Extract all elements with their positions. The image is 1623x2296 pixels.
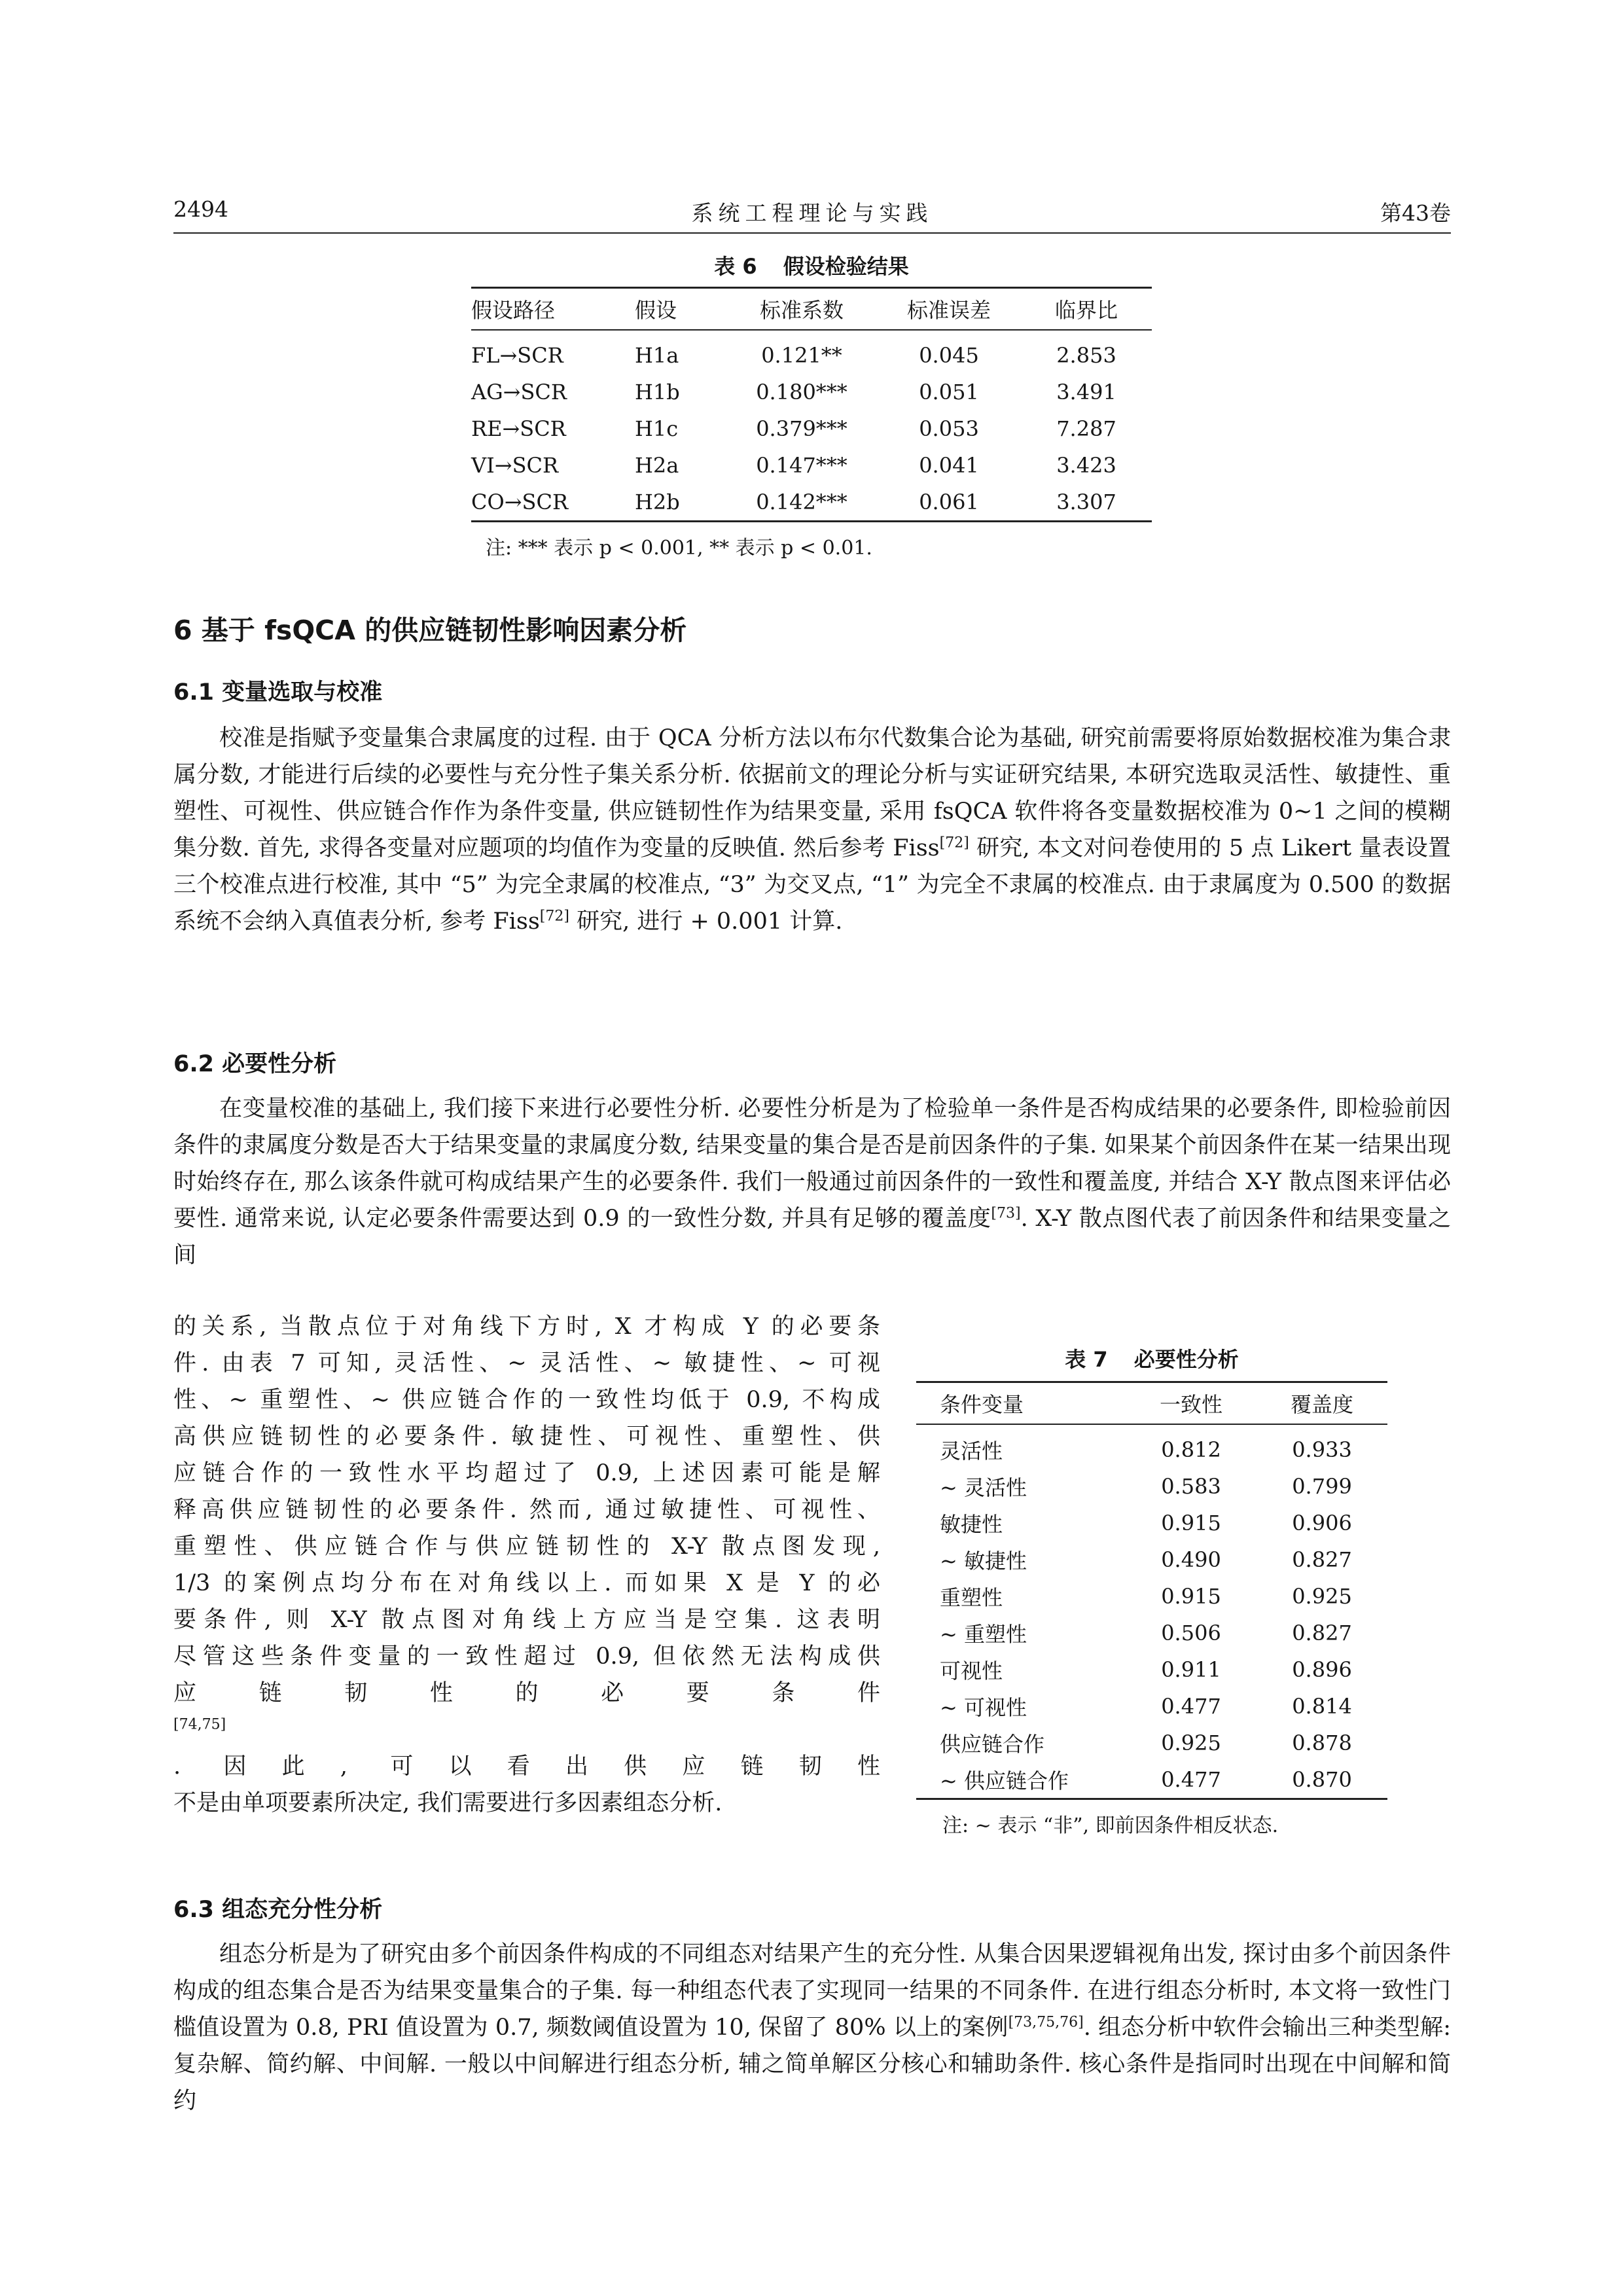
wrapped-paragraph: [173, 1308, 880, 1821]
paragraph-text: 校准是指赋予变量集合隶属度的过程. 由于 QCA 分析方法以布尔代数集合论为基础, 研究前需要将原始数据校准为集合隶属分数, 才能进行后续的必要性与充分性子集关系分析. 依据前文的理论分析与实证研究结果, 本研究选取灵活性、敏捷性、重塑性、可视性、供应链合作作为条件变量, 供应链韧性作为结果变量, 采用 fsQCA 软件将各变量数据校准为 0~1 之间的模糊集分数. 首先, 求得各变量对应题项的均值作为变量的反映值. 然后参考 Fiss: [173, 725, 1451, 861]
table-6-label: 表 6: [714, 254, 757, 279]
table-cell: 0.915: [1161, 1511, 1221, 1535]
table-7-grid: [916, 1381, 1387, 1800]
text-line: 高供应链韧性的必要条件. 敏捷性、可视性、重塑性、供: [173, 1424, 880, 1450]
paragraph: [173, 1936, 1451, 2119]
table-cell: 0.827: [1292, 1621, 1352, 1645]
paragraph: [173, 1090, 1451, 1274]
table-cell: 0.477: [1161, 1767, 1221, 1792]
table-6-caption: [471, 250, 1152, 280]
table-cell: 0.053: [919, 416, 979, 441]
citation: [74,75]: [173, 1716, 226, 1733]
table-row: [916, 1578, 1387, 1615]
subsection-heading: 6.1 变量选取与校准: [173, 679, 383, 706]
table-cell: 3.423: [1056, 453, 1116, 478]
paragraph-text: 研究, 进行 + 0.001 计算.: [569, 908, 843, 935]
table-7-note: 注: ~ 表示 “非”, 即前因条件相反状态.: [942, 1814, 1279, 1837]
table-6-grid: [471, 287, 1152, 522]
table-cell: CO→SCR: [471, 490, 569, 514]
citation: [73,75,76]: [1008, 2014, 1084, 2031]
table-cell: ~ 重塑性: [940, 1622, 1027, 1647]
column-header: 覆盖度: [1290, 1392, 1353, 1417]
table-cell: 0.147***: [756, 453, 847, 478]
table-cell: RE→SCR: [471, 416, 566, 441]
table-cell: 0.180***: [756, 380, 847, 404]
text-line: 不是由单项要素所决定, 我们需要进行多因素组态分析.: [173, 1790, 722, 1816]
table-cell: 0.870: [1292, 1767, 1352, 1792]
table-cell: 0.583: [1161, 1474, 1221, 1499]
subsection-heading: 6.3 组态充分性分析: [173, 1897, 383, 1923]
table-cell: 0.911: [1161, 1657, 1221, 1682]
column-header: 标准误差: [906, 298, 991, 323]
page-number: 2494: [173, 196, 228, 222]
table-cell: 0.799: [1292, 1474, 1352, 1499]
table-cell: 0.925: [1292, 1584, 1352, 1609]
text-line: 尽管这些条件变量的一致性超过 0.9, 但依然无法构成供: [173, 1643, 880, 1670]
table-cell: 0.827: [1292, 1547, 1352, 1572]
table-7-title: 必要性分析: [1133, 1347, 1239, 1372]
table-cell: 7.287: [1056, 416, 1116, 441]
table-row: [471, 330, 1152, 374]
table-cell: 0.041: [919, 453, 979, 478]
journal-name: 系统工程理论与实践: [691, 200, 933, 226]
table-cell: ~ 供应链合作: [940, 1768, 1069, 1793]
table-cell: 重塑性: [940, 1585, 1003, 1610]
table-cell: 0.121**: [761, 343, 842, 368]
table-cell: 0.906: [1292, 1511, 1352, 1535]
table-6-note: 注: *** 表示 p < 0.001, ** 表示 p < 0.01.: [486, 537, 872, 560]
table-row: [916, 1505, 1387, 1541]
paragraph-text: 组态分析是为了研究由多个前因条件构成的不同组态对结果产生的充分性. 从集合因果逻辑视角出发, 探讨由多个前因条件构成的组态集合是否为结果变量集合的子集. 每一种组态代表了实现同一结果的不同条件. 在进行组态分析时, 本文将一致性门槛值设置为 0.8, PRI 值设置为 0.7, 频数阈值设置为 10, 保留了 80% 以上的案例: [173, 1941, 1451, 2041]
table-cell: 3.307: [1056, 490, 1116, 514]
column-header: 条件变量: [940, 1392, 1024, 1417]
table-header-row: [471, 288, 1152, 331]
table-cell: 0.814: [1292, 1694, 1352, 1719]
text-line: 的关系, 当散点位于对角线下方时, X 才构成 Y 的必要条: [173, 1314, 880, 1340]
running-header: [173, 196, 1451, 228]
paragraph-text: . X-Y 散点图代表了前因条件和结果变量之间: [173, 1206, 1452, 1268]
table-cell: 灵活性: [940, 1439, 1003, 1463]
text-line: 重塑性、供应链合作与供应链韧性的 X-Y 散点图发现,: [173, 1534, 880, 1560]
table-cell: 0.142***: [756, 490, 847, 514]
table-row: [916, 1761, 1387, 1799]
table-cell: 0.045: [919, 343, 979, 368]
text-line: 释高供应链韧性的必要条件. 然而, 通过敏捷性、可视性、: [173, 1497, 880, 1523]
table-cell: FL→SCR: [471, 343, 563, 368]
table-row: [916, 1651, 1387, 1688]
table-cell: H1a: [635, 343, 679, 368]
text-line: 件. 由表 7 可知, 灵活性、~ 灵活性、~ 敏捷性、~ 可视: [173, 1350, 880, 1376]
table-cell: 0.915: [1161, 1584, 1221, 1609]
citation: [73]: [991, 1205, 1021, 1222]
table-cell: 0.812: [1161, 1437, 1221, 1462]
column-header: 一致性: [1159, 1392, 1222, 1417]
table-cell: H2a: [635, 453, 679, 478]
table-row: [916, 1725, 1387, 1761]
subsection-heading: 6.2 必要性分析: [173, 1051, 337, 1077]
table-cell: H1c: [635, 416, 679, 441]
text-line: 性、~ 重塑性、~ 供应链合作的一致性均低于 0.9, 不构成: [173, 1387, 880, 1413]
paragraph-text: . 组态分析中软件会输出三种类型解: 复杂解、简约解、中间解. 一般以中间解进行组态分析, 辅之简单解区分核心和辅助条件. 核心条件是指同时出现在中间解和简约: [173, 2015, 1452, 2114]
table-cell: 3.491: [1056, 380, 1116, 404]
table-cell: 2.853: [1056, 343, 1116, 368]
table-row: [471, 484, 1152, 522]
column-header: 临界比: [1054, 298, 1118, 323]
text-line: 1/3 的案例点均分布在对角线以上. 而如果 X 是 Y 的必: [173, 1570, 880, 1596]
table-cell: 0.379***: [756, 416, 847, 441]
citation: [72]: [539, 908, 569, 925]
table-6: [471, 250, 1152, 560]
table-cell: 0.878: [1292, 1731, 1352, 1755]
table-7-caption: [916, 1343, 1387, 1373]
text-line: 要条件, 则 X-Y 散点图对角线上方应当是空集. 这表明: [173, 1607, 880, 1633]
table-6-title: 假设检验结果: [783, 254, 909, 279]
table-row: [916, 1541, 1387, 1578]
table-cell: H2b: [635, 490, 680, 514]
table-cell: AG→SCR: [471, 380, 567, 404]
citation: [72]: [939, 834, 969, 852]
table-cell: ~ 灵活性: [940, 1475, 1027, 1500]
column-header: 假设路径: [471, 298, 556, 323]
table-cell: 0.506: [1161, 1621, 1221, 1645]
table-cell: 0.061: [919, 490, 979, 514]
table-cell: 可视性: [940, 1659, 1003, 1683]
table-7-label: 表 7: [1065, 1347, 1108, 1372]
paragraph-text: 在变量校准的基础上, 我们接下来进行必要性分析. 必要性分析是为了检验单一条件是否构成结果的必要条件, 即检验前因条件的隶属度分数是否大于结果变量的隶属度分数, 结果变量的集合是否是前因条件的子集. 如果某个前因条件在某一结果出现时始终存在, 那么该条件就可构成结果产生的必要条件. 我们一般通过前因条件的一致性和覆盖度, 并结合 X-Y 散点图来评估必要性. 通常来说, 认定必要条件需要达到 0.9 的一致性分数, 并具有足够的覆盖度: [173, 1096, 1451, 1232]
column-header: 标准系数: [759, 298, 844, 323]
table-row: [916, 1688, 1387, 1725]
table-cell: H1b: [635, 380, 680, 404]
paragraph: [173, 720, 1451, 940]
volume-label: 第43卷: [1380, 200, 1451, 226]
table-header-row: [916, 1382, 1387, 1425]
text-line: 应链合作的一致性水平均超过了 0.9, 上述因素可能是解: [173, 1460, 880, 1486]
table-cell: 0.051: [919, 380, 979, 404]
table-cell: 0.896: [1292, 1657, 1352, 1682]
header-rule: [173, 232, 1451, 234]
table-row: [916, 1468, 1387, 1505]
table-row: [471, 374, 1152, 410]
table-cell: 0.925: [1161, 1731, 1221, 1755]
table-row: [471, 447, 1152, 484]
table-cell: 供应链合作: [940, 1732, 1045, 1757]
table-cell: 0.490: [1161, 1547, 1221, 1572]
table-cell: 敏捷性: [940, 1512, 1003, 1537]
table-cell: VI→SCR: [471, 453, 559, 478]
text-line: [173, 1675, 880, 1785]
table-cell: ~ 敏捷性: [940, 1549, 1027, 1573]
section-heading: 6 基于 fsQCA 的供应链韧性影响因素分析: [173, 615, 687, 646]
table-row: [916, 1615, 1387, 1651]
table-row: [916, 1424, 1387, 1468]
table-cell: ~ 可视性: [940, 1695, 1027, 1720]
paragraph-text: . 因此, 可以看出供应链韧性: [173, 1753, 880, 1780]
column-header: 假设: [635, 298, 677, 323]
table-cell: 0.477: [1161, 1694, 1221, 1719]
table-cell: 0.933: [1292, 1437, 1352, 1462]
table-7: [916, 1343, 1387, 1838]
paragraph-text: 应链韧性的必要条件: [173, 1680, 880, 1706]
paragraph-text: 研究, 本文对问卷使用的 5 点 Likert 量表设置三个校准点进行校准, 其中 “5” 为完全隶属的校准点, “3” 为交叉点, “1” 为完全不隶属的校准点. 由于隶属度为 0.500 的数据系统不会纳入真值表分析, 参考 Fiss: [173, 835, 1451, 935]
table-row: [471, 410, 1152, 447]
